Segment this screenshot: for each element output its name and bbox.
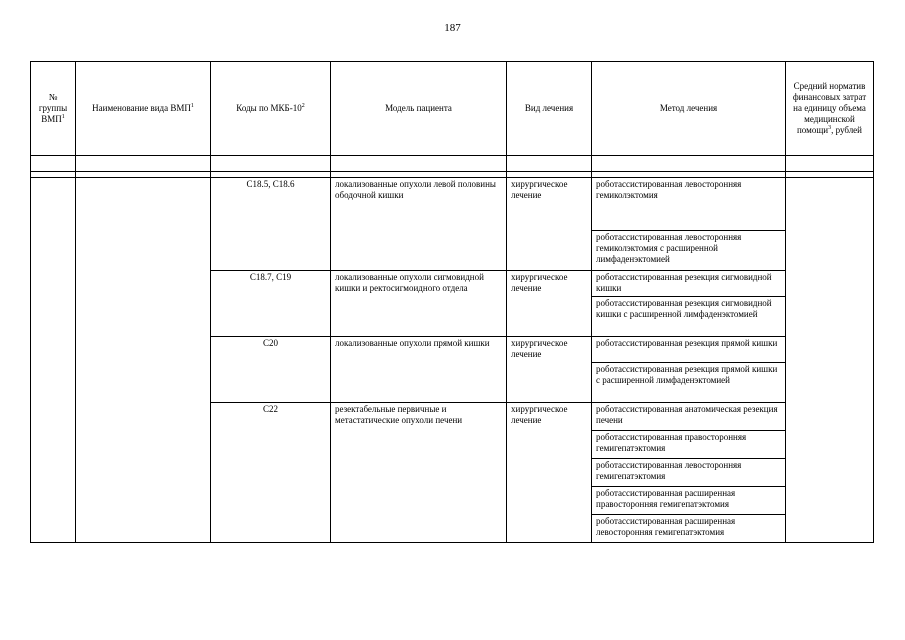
group-no-cell bbox=[31, 178, 76, 543]
header-name: Наименование вида ВМП$^1$ bbox=[76, 62, 211, 156]
header-cost: Средний норматив финансовых затрат на единицу объема медицинской помощи$^3$, рублей bbox=[786, 62, 874, 156]
method-cell: роботассистированная резекция сигмовидной кишки bbox=[592, 271, 786, 297]
model-cell: резектабельные первичные и метастатические опухоли печени bbox=[331, 403, 507, 543]
header-model: Модель пациента bbox=[331, 62, 507, 156]
treatment-type-cell: хирургическое лечение bbox=[507, 178, 592, 271]
name-cell bbox=[76, 178, 211, 543]
page-number: 187 bbox=[444, 22, 461, 34]
method-cell: роботассистированная левосторонняя гемигепатэктомия bbox=[592, 459, 786, 487]
header-codes: Коды по МКБ-$10^2$ bbox=[211, 62, 331, 156]
treatment-type-cell: хирургическое лечение bbox=[507, 337, 592, 403]
cost-cell bbox=[786, 178, 874, 543]
method-cell: роботассистированная расширенная правосторонняя гемигепатэктомия bbox=[592, 487, 786, 515]
treatment-type-cell: хирургическое лечение bbox=[507, 403, 592, 543]
method-cell: роботассистированная резекция прямой кишки bbox=[592, 337, 786, 363]
model-cell: локализованные опухоли сигмовидной кишки и ректосигмоидного отдела bbox=[331, 271, 507, 337]
method-cell: роботассистированная левосторонняя гемиколэктомия bbox=[592, 178, 786, 231]
codes-cell: C18.5, C18.6 bbox=[211, 178, 331, 271]
codes-cell: C18.7, C19 bbox=[211, 271, 331, 337]
header-row bbox=[31, 62, 874, 156]
method-cell: роботассистированная левосторонняя гемиколэктомия с расширенной лимфаденэктомией bbox=[592, 231, 786, 271]
model-cell: локализованные опухоли прямой кишки bbox=[331, 337, 507, 403]
method-cell: роботассистированная резекция прямой кишки с расширенной лимфаденэктомией bbox=[592, 363, 786, 403]
method-cell: роботассистированная расширенная левосторонняя гемигепатэктомия bbox=[592, 515, 786, 543]
model-cell: локализованные опухоли левой половины ободочной кишки bbox=[331, 178, 507, 271]
header-treatment-type: Вид лечения bbox=[507, 62, 592, 156]
blank-row bbox=[31, 156, 874, 172]
method-cell: роботассистированная правосторонняя гемигепатэктомия bbox=[592, 431, 786, 459]
header-method: Метод лечения bbox=[592, 62, 786, 156]
codes-cell: C20 bbox=[211, 337, 331, 403]
vmp-table bbox=[30, 61, 874, 543]
table-row bbox=[31, 178, 874, 231]
treatment-type-cell: хирургическое лечение bbox=[507, 271, 592, 337]
codes-cell: C22 bbox=[211, 403, 331, 543]
header-group-no: № группы ВМП$^1$ bbox=[31, 62, 76, 156]
method-cell: роботассистированная резекция сигмовидной кишки с расширенной лимфаденэктомией bbox=[592, 297, 786, 337]
method-cell: роботассистированная анатомическая резекция печени bbox=[592, 403, 786, 431]
